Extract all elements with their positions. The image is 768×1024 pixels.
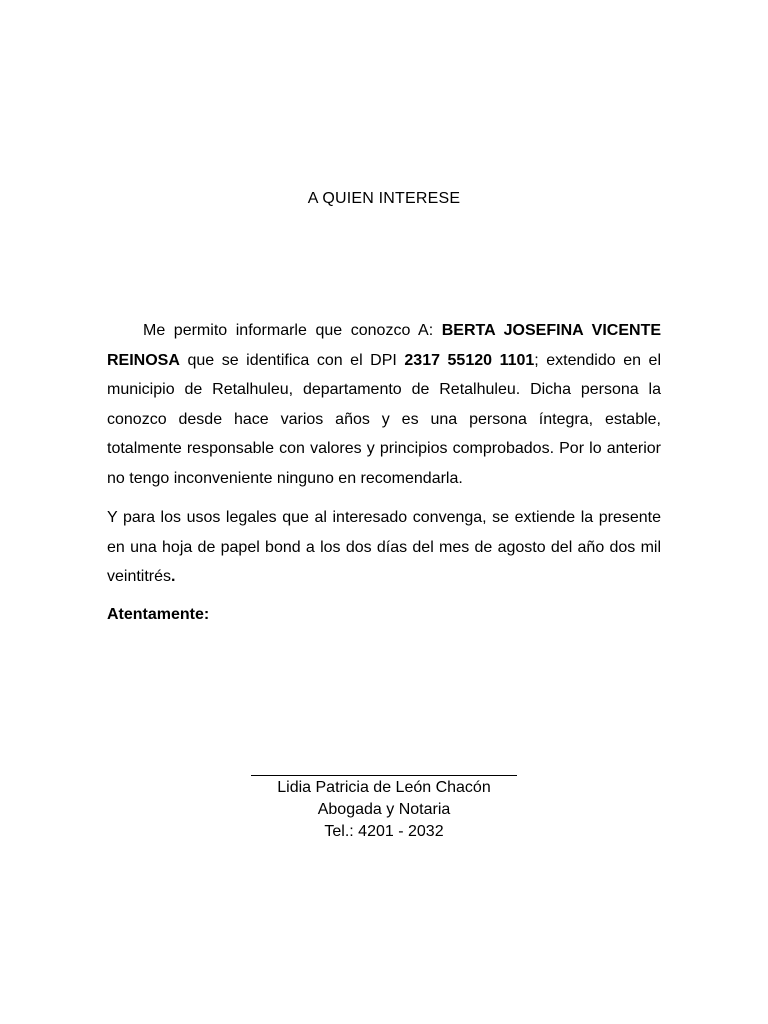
document-title: A QUIEN INTERESE bbox=[307, 190, 461, 207]
closing-salutation: Atentamente: bbox=[107, 606, 210, 623]
signatory-phone: Tel.: 4201 - 2032 bbox=[324, 823, 444, 840]
paragraph-period: . bbox=[171, 568, 176, 585]
paragraph-legal-use bbox=[107, 503, 661, 592]
paragraph-text: que se identifica con el DPI bbox=[179, 351, 405, 369]
paragraph-text: Y para los usos legales que al interesado convenga, se extiende la presente en una hoja de papel bond a los dos días del mes de agosto del año dos mil veintitrés bbox=[107, 509, 661, 585]
signature-block bbox=[0, 765, 768, 843]
paragraph-text: Me permito informarle que conozco A: bbox=[143, 322, 442, 339]
person-name: BERTA JOSEFINA VICENTE REINOSA bbox=[107, 322, 662, 369]
paragraph-text: ; extendido en el municipio de Retalhuleu, departamento de Retalhuleu. Dicha persona la conozco desde hace varios años y es una persona íntegra, estable, totalmente responsable con valores y principios comprobados. Por lo anterior no tengo inconveniente ninguno en recomendarla. bbox=[107, 351, 662, 487]
signature-line-wrapper bbox=[0, 765, 768, 777]
dpi-number: 2317 55120 1101 bbox=[404, 351, 535, 369]
signatory-name: Lidia Patricia de León Chacón bbox=[277, 779, 491, 796]
signature-line bbox=[251, 775, 517, 776]
paragraph-introduction bbox=[107, 316, 661, 493]
signatory-role: Abogada y Notaria bbox=[317, 801, 451, 818]
